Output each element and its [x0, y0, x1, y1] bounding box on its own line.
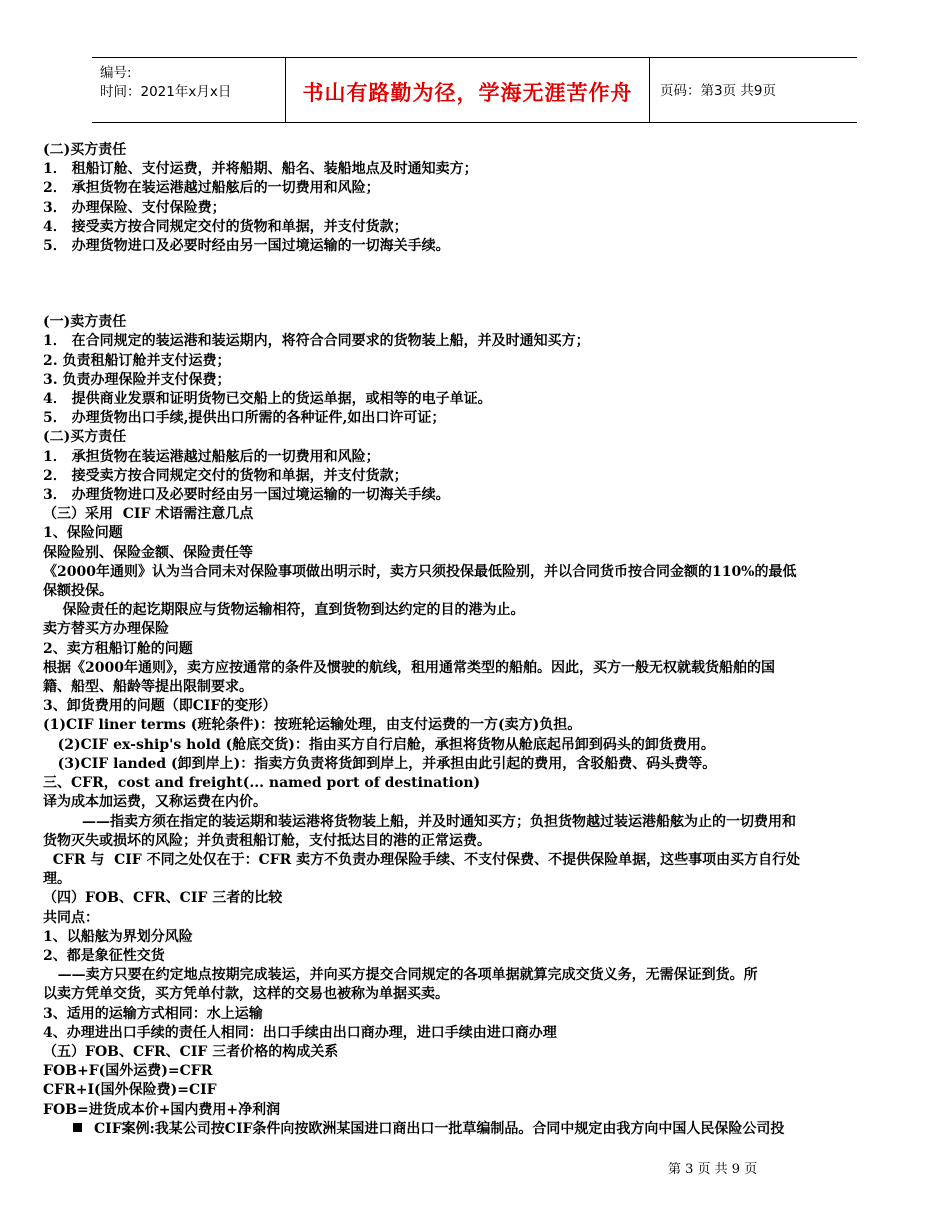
text-line: (二)买方责任 [43, 142, 127, 158]
document-header [92, 57, 857, 123]
text-line: 籍、船型、船龄等提出限制要求。 [43, 679, 253, 696]
text-line: (1)CIF liner terms (班轮条件)：按班轮运输处理，由支付运费的一方(卖方)负担。 [43, 717, 582, 734]
text-line: 1． 承担货物在装运港越过船舷后的一切费用和风险； [43, 448, 380, 465]
text-line: CFR 与 CIF 不同之处仅在于：CFR 卖方不负责办理保险手续、不支付保费、不提供保险单据，这些事项由买方自行处 [43, 851, 801, 868]
text-line: 4． 提供商业发票和证明货物已交船上的货运单据，或相等的电子单证。 [43, 391, 492, 408]
text-line: (二)买方责任 [43, 429, 127, 446]
header-motto-cell [285, 58, 650, 122]
header-left-cell [92, 58, 284, 122]
text-line: 译为成本加运费，又称运费在内价。 [43, 794, 267, 811]
text-line: 2. 负责租船订舱并支付运费； [43, 352, 231, 369]
square-bullet-icon [73, 1123, 82, 1132]
text-line: 理。 [43, 871, 71, 888]
section-gap [43, 256, 913, 313]
text-line: 2． 接受卖方按合同规定交付的货物和单据，并支付货款； [43, 467, 408, 484]
cif-cfr-section [43, 313, 913, 1120]
text-line: CFR+I(国外保险费)=CIF [43, 1082, 217, 1099]
text-line: (3)CIF landed (卸到岸上)：指卖方负责将货卸到岸上，并承担由此引起的费用，含驳船费、码头费等。 [43, 755, 717, 772]
header-right-cell [650, 58, 857, 122]
text-line: (一)卖方责任 [43, 314, 127, 331]
motto-text: 书山有路勤为径，学海无涯苦作舟 [302, 81, 633, 105]
text-line: 4． 接受卖方按合同规定交付的货物和单据，并支付货款； [43, 218, 408, 235]
text-line: 《2000年通则》认为当合同未对保险事项做出明示时，卖方只须投保最低险别，并以合同货币按合同金额的110%的最低 [43, 563, 797, 580]
text-line: FOB=进货成本价+国内费用+净利润 [43, 1101, 281, 1118]
text-line: 2、卖方租船订舱的问题 [43, 640, 193, 657]
document-body [43, 141, 913, 1139]
text-line: 4、办理进出口手续的责任人相同：出口手续由出口商办理，进口手续由进口商办理 [43, 1024, 557, 1041]
text-line: 2、都是象征性交货 [43, 947, 165, 964]
time-label: 时间：2021年x月x日 [100, 84, 232, 100]
text-line: 3、卸货费用的问题（即CIF的变形） [43, 698, 277, 715]
text-line: 1． 租船订舱、支付运费，并将船期、船名、装船地点及时通知卖方； [43, 161, 478, 178]
text-line: 3． 办理货物进口及必要时经由另一国过境运输的一切海关手续。 [43, 487, 450, 504]
text-line: 三、CFR，cost and freight(... named port of destination) [43, 775, 481, 792]
text-line: (2)CIF ex-ship's hold (舱底交货)：指由买方自行启舱，承担将货物从舱底起吊卸到码头的卸货费用。 [43, 736, 715, 753]
text-line: 保险险别、保险金额、保险责任等 [43, 544, 253, 561]
page-number-label: 页码：第3页 共9页 [660, 83, 776, 99]
text-line: 根据《2000年通则》，卖方应按通常的条件及惯驶的航线，租用通常类型的船舶。因此，买方一般无权就载货船舶的国 [43, 659, 775, 676]
text-line: 卖方替买方办理保险 [43, 621, 169, 638]
text-line: ——指卖方须在指定的装运期和装运港将货物装上船，并及时通知买方；负担货物越过装运港船舷为止的一切费用和 [43, 813, 796, 830]
text-line: FOB+F(国外运费)=CFR [43, 1063, 213, 1080]
text-line: 货物灭失或损坏的风险；并负责租船订舱，支付抵达目的港的正常运费。 [43, 832, 491, 849]
text-line: （三）采用 CIF 术语需注意几点 [43, 506, 254, 523]
text-line: 1． 在合同规定的装运港和装运期内，将符合合同要求的货物装上船，并及时通知买方； [43, 333, 590, 350]
case-text: CIF案例:我某公司按CIF条件向按欧洲某国进口商出口一批草编制品。合同中规定由我方向中国人民保险公司投 [94, 1120, 785, 1137]
text-line: 3、适用的运输方式相同：水上运输 [43, 1005, 263, 1022]
text-line: ——卖方只要在约定地点按期完成装运，并向买方提交合同规定的各项单据就算完成交货义务，无需保证到货。所 [43, 967, 758, 984]
page-footer: 第 3 页 共 9 页 [668, 1162, 758, 1177]
text-line: 5． 办理货物进口及必要时经由另一国过境运输的一切海关手续。 [43, 238, 450, 255]
text-line: 以卖方凭单交货，买方凭单付款，这样的交易也被称为单据买卖。 [43, 986, 449, 1003]
text-line: 1、保险问题 [43, 525, 123, 542]
buyer-duties-section [43, 141, 913, 256]
text-line: 2． 承担货物在装运港越过船舷后的一切费用和风险； [43, 180, 380, 197]
case-line [43, 1120, 913, 1139]
text-line: 3． 办理保险、支付保险费； [43, 199, 226, 216]
text-line: 共同点： [43, 909, 99, 926]
text-line: 保险责任的起讫期限应与货物运输相符，直到货物到达约定的目的港为止。 [43, 602, 525, 619]
serial-label: 编号: [100, 65, 132, 81]
text-line: （五）FOB、CFR、CIF 三者价格的构成关系 [43, 1043, 339, 1060]
text-line: 5． 办理货物出口手续,提供出口所需的各种证件,如出口许可证； [43, 410, 446, 427]
text-line: 3. 负责办理保险并支付保费； [43, 371, 231, 388]
text-line: 1、以船舷为界划分风险 [43, 928, 193, 945]
text-line: 保额投保。 [43, 583, 113, 600]
text-line: （四）FOB、CFR、CIF 三者的比较 [43, 890, 283, 907]
